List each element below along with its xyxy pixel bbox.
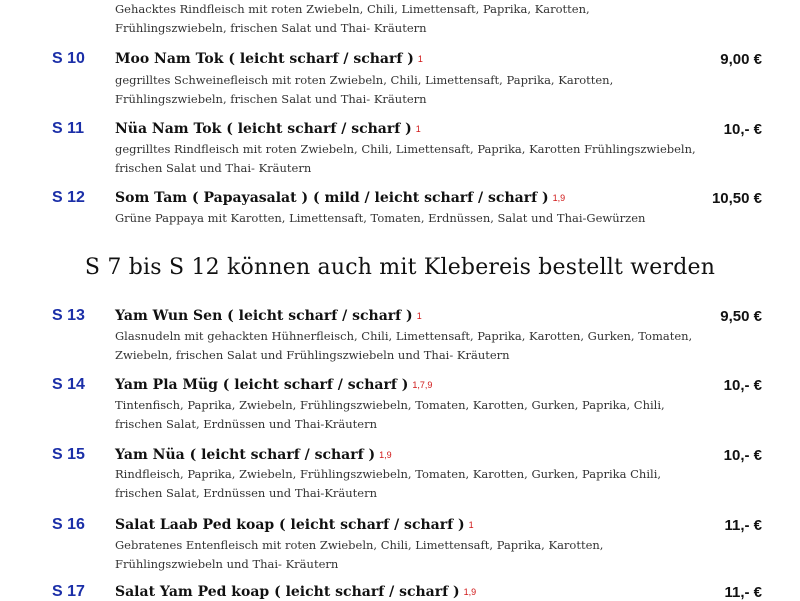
item-code: S 10 [52,50,85,67]
item-title [115,308,422,324]
item-title [115,190,565,206]
item-description [115,327,715,365]
item-title-text: Nüa Nam Tok ( leicht scharf / scharf ) [115,121,412,137]
description-line: Frühlingszwiebeln und Thai- Kräutern [115,557,339,571]
allergen-codes: 1,9 [552,193,566,203]
item-title-text: Yam Pla Müg ( leicht scharf / scharf ) [115,377,409,393]
allergen-codes: 1,9 [463,587,477,597]
item-title-text: Som Tam ( Papayasalat ) ( mild / leicht scharf / scharf ) [115,190,549,206]
description-line: Zwiebeln, frischen Salat und Frühlingszwiebeln und Thai- Kräutern [115,348,510,362]
item-price: 9,00 € [720,51,762,68]
allergen-codes: 1,9 [379,450,392,460]
allergen-codes: 1,7,9 [412,380,433,390]
item-code: S 13 [52,307,85,324]
description-line: Tintenfisch, Paprika, Zwiebeln, Frühlingszwiebeln, Tomaten, Karotten, Gurken, Paprika, Chili, [115,398,665,412]
description-line: frischen Salat, Erdnüssen und Thai-Kräutern [115,417,377,431]
description-line: frischen Salat, Erdnüssen und Thai-Kräutern [115,486,377,500]
item-description [115,465,715,503]
item-title-text: Salat Yam Ped koap ( leicht scharf / scharf ) [115,584,460,600]
description-line: Rindfleisch, Paprika, Zwiebeln, Frühlingszwiebeln, Tomaten, Karotten, Gurken, Paprika Chili, [115,467,662,481]
description-line: Gebratenes Entenfleisch mit roten Zwiebeln, Chili, Limettensaft, Paprika, Karotten, [115,538,604,552]
description-line: Frühlingszwiebeln, frischen Salat und Thai- Kräutern [115,21,427,35]
item-price: 10,- € [723,447,762,464]
allergen-codes: 1 [417,54,423,64]
item-code: S 15 [52,446,85,463]
item-code: S 11 [52,120,85,137]
item-title [115,51,423,67]
item-price: 10,- € [723,121,762,138]
item-title-text: Moo Nam Tok ( leicht scharf / scharf ) [115,51,414,67]
item-code: S 12 [52,189,85,206]
item-title [115,447,392,463]
description-line: Grüne Pappaya mit Karotten, Limettensaft, Tomaten, Erdnüssen, Salat und Thai-Gewürzen [115,211,646,225]
allergen-codes: 1 [415,124,421,134]
item-price: 9,50 € [720,308,762,325]
item-title-text: Salat Laab Ped koap ( leicht scharf / scharf ) [115,517,465,533]
item-title [115,121,421,137]
item-price: 10,- € [723,377,762,394]
item-description [115,209,715,228]
description-line: gegrilltes Rindfleisch mit roten Zwiebeln, Chili, Limettensaft, Paprika, Karotten Frühlingszwiebeln, [115,142,696,156]
description-line: gegrilltes Schweinefleisch mit roten Zwiebeln, Chili, Limettensaft, Paprika, Karotten, [115,73,614,87]
item-price: 10,50 € [711,190,762,207]
description-line: frischen Salat und Thai- Kräutern [115,161,312,175]
allergen-codes: 1 [416,311,422,321]
description-line: Glasnudeln mit gehackten Hühnerfleisch, Chili, Limettensaft, Paprika, Karotten, Gurken, Tomaten, [115,329,693,343]
description-line: Frühlingszwiebeln, frischen Salat und Thai- Kräutern [115,92,427,106]
description-line: Gehacktes Rindfleisch mit roten Zwiebeln, Chili, Limettensaft, Paprika, Karotten, [115,2,590,16]
item-title [115,584,476,600]
item-description-continued [115,0,715,38]
item-description [115,71,715,109]
allergen-codes: 1 [468,520,474,530]
item-code: S 17 [52,583,85,600]
item-title-text: Yam Wun Sen ( leicht scharf / scharf ) [115,308,413,324]
item-description [115,140,715,178]
item-title [115,377,432,393]
item-price: 11,- € [724,517,762,534]
item-code: S 14 [52,376,85,393]
item-code: S 16 [52,516,85,533]
item-title-text: Yam Nüa ( leicht scharf / scharf ) [115,447,376,463]
item-description [115,396,715,434]
item-title [115,517,474,533]
item-description [115,536,715,574]
section-note: S 7 bis S 12 können auch mit Klebereis bestellt werden [84,255,716,280]
item-price: 11,- € [724,584,762,601]
